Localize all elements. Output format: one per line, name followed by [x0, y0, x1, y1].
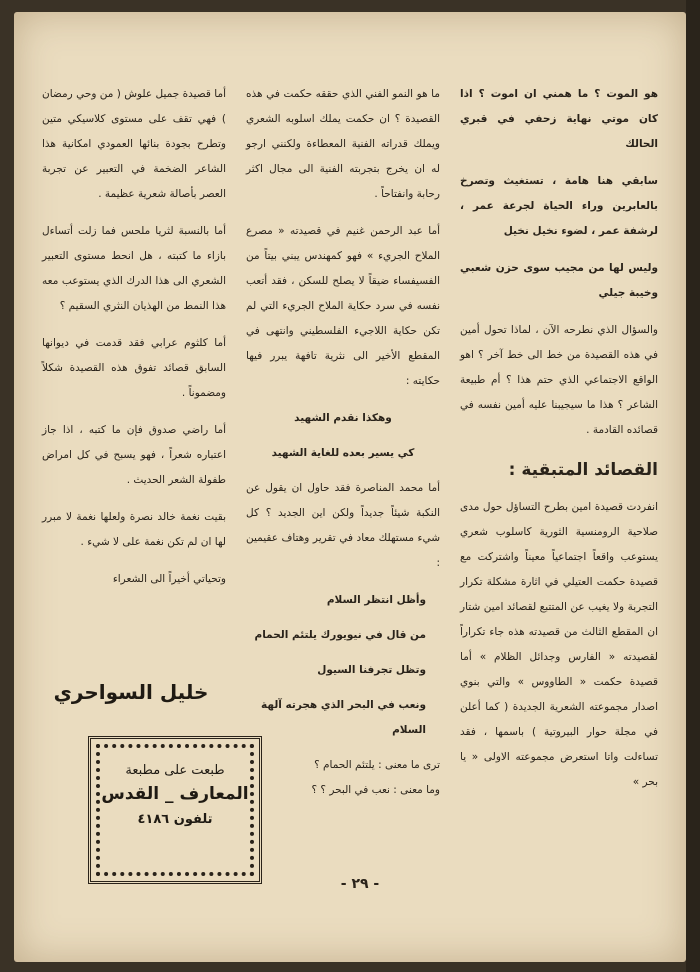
- paragraph-manasra: أما محمد المناصرة فقد حاول ان يقول عن النكبة شيئاً جديداً ولكن اين الجديد ؟ كل شيء مستهلك معاد في تقرير وهتاف عقيمين :: [246, 482, 440, 569]
- book-binding-edge: [686, 0, 700, 972]
- paragraph-remaining-poems: انفردت قصيدة امين بطرح التساؤل حول مدى صلاحية الرومنسية الثورية كاسلوب شعري يستوعب واقعاً اجتماعياً معيناً واشتركت مع قصيدة حكمت العتيلي في اثارة مشكلة تكرار التجربة ولا يغيب عن المتتبع لقصائد امين شتار ان المقطع الثالث من قصيدته هذه جاء تكراراً لقصيدته « الفارس وجدائل الظلام » أما قصيدة حكمت « الطاووس » والتي بنوي اصدار مجموعته الشعرية الجديدة ( كما أعلن في مجلة حوار البيروتية ) باسمها ، فقد تساءلت واتا استعرض مجموعته الاولى « يا بحر »: [460, 501, 658, 788]
- paragraph-arabi: أما كلثوم عرابي فقد قدمت في ديوانها السابق قصائد تفوق هذه القصيدة شكلاً ومضموناً .: [42, 337, 226, 399]
- paragraph-milhis: أما بالنسبة لثريا ملحس فما زلت أتساءل بازاء ما كتبته ، هل انحط مستوى التعبير الشعري الى هذا الدرك الذي يستوعب معه هذا النمط من الهذيان النثري السقيم ؟: [42, 225, 226, 312]
- printer-phone: تلفون ٤١٨٦: [137, 812, 213, 827]
- question-line: ترى ما معنى : يلتئم الحمام ؟: [314, 759, 440, 771]
- printer-notice-box: [88, 736, 262, 884]
- magazine-page: [14, 12, 686, 962]
- verse-line: ونعب في البحر الذي هجرته آلهة السلام: [261, 699, 426, 736]
- printer-notice-line: طبعت على مطبعة: [125, 763, 225, 778]
- paragraph-alloush: أما قصيدة جميل علوش ( من وحي رمضان ) فهي تقف على مستوى كلاسيكي متين وتطرح بجودة بنائها العمودي امكانية هذا الشاعر الضخمة في التعبير عن تجربة العصر بأصالة شعرية عظيمة .: [42, 88, 226, 200]
- middle-column: [246, 82, 440, 803]
- printer-name: المعارف _ القدس: [101, 784, 249, 804]
- left-column: [42, 82, 226, 604]
- verse-line: وهكذا نقدم الشهيد: [294, 412, 392, 424]
- verse-line: وأظل انتظر السلام: [326, 594, 426, 606]
- poem-excerpt-2: سابقي هنا هامة ، تستغيث وتصرخ بالعابرين وراء الحياة لجرعة عمر ، لرشفة عمر ، لضوء نخيل نخيل: [460, 175, 658, 237]
- paragraph-ghunaim: أما عبد الرحمن غنيم في قصيدته « مصرع الملاح الجريء » فهو كمهندس يبني بيتاً من الفسيفساء ضيقاً لا يصلح للسكن ، فقد أتعب نفسه في سرد حكاية الملاح الجريء التي لم تكن حكاية اللاجيء الفلسطيني وانتهى في المقطع الأخير الى نثرية تافهة يبرر فيها حكايته :: [246, 225, 440, 387]
- verse-line: كي يسير بعده للغاية الشهيد: [271, 447, 415, 459]
- poem-excerpt-3: وليس لها من مجيب سوى حزن شعبي وخيبة جيلي: [460, 262, 658, 299]
- closing-greeting: وتحياتي أخيراً الى الشعراء: [112, 573, 226, 585]
- paragraph-question: والسؤال الذي نطرحه الآن ، لماذا تحول أمين في هذه القصيدة من خط الى خط آخر ؟ اهو الواقع الاجتماعي الذي حتم هذا ؟ أم طبيعة الشاعر ؟ هذا ما سيجيبنا عليه أمين نفسه في قصائده القادمة .: [460, 324, 658, 436]
- page-number: - ٢٩ -: [340, 876, 380, 892]
- paragraph-nasra: بقيت نغمة خالد نصرة ولعلها نغمة لا مبرر لها ان لم تكن نغمة على لا شيء .: [42, 511, 226, 548]
- paragraph-saduq: أما راضي صدوق فإن ما كتبه ، اذا جاز اعتباره شعراً ، فهو يسبح في كل امراض طفولة الشعر الحديث .: [42, 424, 226, 486]
- question-line: وما معنى : نعب في البحر ؟ ؟: [311, 784, 440, 796]
- author-signature: خليل السواحري: [53, 680, 209, 704]
- right-column: [460, 82, 658, 807]
- paragraph-hikmat: ما هو النمو الفني الذي حققه حكمت في هذه القصيدة ؟ ان حكمت يملك اسلوبه الشعري ويملك قدراته الفنية المعطاءة ولكنني ارجو له ان يخرج بتجربته الفنية الى مجال اكثر رحابة وانفتاحاً .: [246, 88, 440, 200]
- section-heading: القصائد المتبقية :: [508, 460, 658, 480]
- verse-line: وتظل تجرفنا السيول: [317, 664, 426, 676]
- poem-excerpt-1: هو الموت ؟ ما همني ان اموت ؟ اذا كان موتي نهاية زحفي في قبري الحالك: [460, 88, 658, 150]
- verse-line: من قال في نيويورك يلتئم الحمام: [254, 629, 426, 641]
